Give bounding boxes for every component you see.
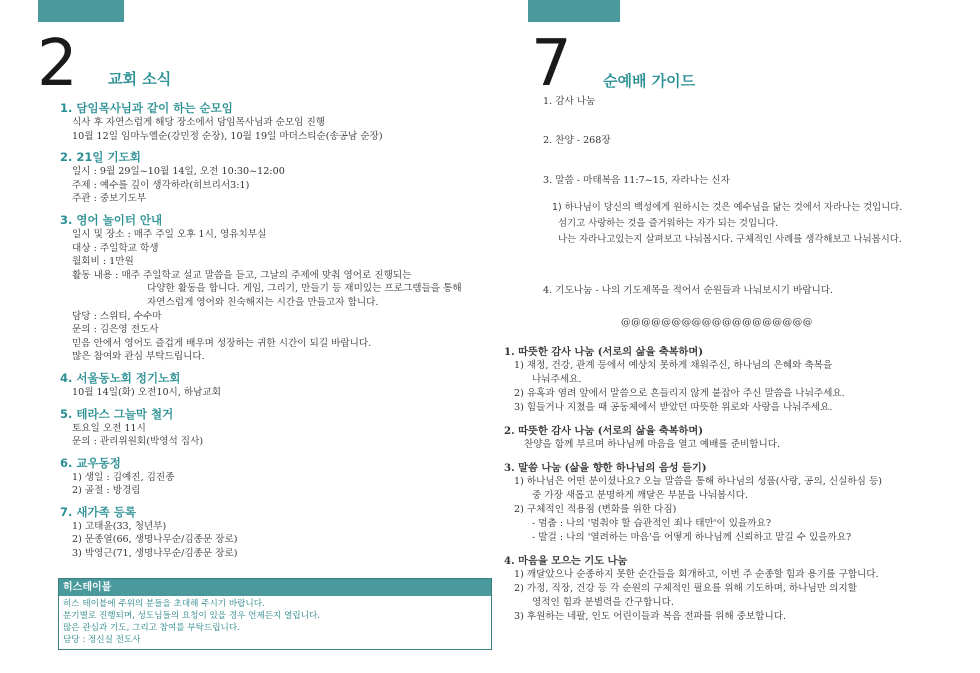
news-line: 일시 및 장소 : 매주 주일 오후 1시, 영유치부실: [72, 228, 267, 240]
news-line: 2) 골절 : 방경림: [72, 485, 141, 497]
worship-step-thanks: 1. 감사 나눔: [543, 96, 596, 107]
left-page-tab: [38, 0, 124, 22]
worship-guide-list: [504, 345, 944, 633]
guide-block-title: 2. 따뜻한 감사 나눔 (서로의 삶을 축복하며): [504, 425, 704, 437]
news-line: 대상 : 주일학교 학생: [72, 242, 159, 254]
guide-line: 영적인 힘과 분별력을 간구합니다.: [532, 597, 674, 608]
guide-line: 1) 하나님은 어떤 분이셨나요? 오늘 말씀을 통해 하나님의 성품(사랑, 공의, 신실하심 등): [514, 476, 882, 487]
guide-line: 1) 재정, 건강, 관계 등에서 예상치 못하게 채워주신, 하나님의 은혜와 축복을: [514, 360, 833, 371]
news-section-title: 7. 새가족 등록: [60, 504, 136, 519]
guide-block-title: 3. 말씀 나눔 (삶을 향한 하나님의 음성 듣기): [504, 462, 707, 474]
guide-line: 찬양을 함께 부르며 하나님께 마음을 열고 예배를 준비합니다.: [524, 439, 781, 450]
hesed-line: 히스 테이블에 주위의 분들을 초대해 주시기 바랍니다.: [63, 599, 265, 609]
word-guide-line: 1) 하나님이 당신의 백성에게 원하시는 것은 예수님을 닮는 것에서 자라나는 것입니다.: [552, 202, 903, 213]
news-line: 다양한 활동을 합니다. 게임, 그리기, 만들기 등 재미있는 프로그램들을 통해: [147, 283, 462, 295]
guide-line: 2) 유혹과 염려 앞에서 말씀으로 흔들리지 않게 붙잡아 주신 말씀을 나눠주세요.: [514, 388, 845, 399]
news-section-title: 5. 테라스 그늘막 철거: [60, 406, 174, 421]
guide-line: 3) 힘들거나 지쳤을 때 공동체에서 받았던 따뜻한 위로와 사랑을 나눠주세요.: [514, 402, 833, 413]
guide-line: 나눠주세요.: [532, 374, 582, 385]
hesed-table-title: 히스테이블: [59, 579, 491, 596]
news-section-title: 1. 담임목사님과 같이 하는 순모임: [60, 101, 233, 115]
hesed-line: 담당 : 정신실 전도사: [63, 635, 141, 645]
news-line: 토요일 오전 11시: [72, 422, 146, 434]
guide-line: - 멈춤 : 나의 '멈춰야 할 습관적인 죄나 태만'이 있을까요?: [532, 518, 771, 529]
right-page-tab: [528, 0, 620, 22]
news-section: [60, 406, 500, 449]
news-section: [60, 370, 500, 400]
worship-step-prayer: 4. 기도나눔 - 나의 기도제목을 적어서 순원들과 나눠보시기 바랍니다.: [543, 285, 834, 296]
worship-step-word: 3. 말씀 - 마태복음 11:7~15, 자라나는 신자: [543, 175, 730, 186]
news-line: 1) 고태윤(33, 청년부): [72, 520, 167, 532]
news-line: 주관 : 중보기도부: [72, 193, 147, 205]
news-line: 문의 : 김은영 전도사: [72, 324, 159, 336]
hesed-line: 많은 관심과 기도, 그리고 참여를 부탁드립니다.: [63, 623, 240, 633]
news-line: 3) 박영근(71, 생명나무순/김종문 장로): [72, 548, 238, 560]
news-line: 10월 14일(화) 오전10시, 하남교회: [72, 386, 221, 398]
news-line: 주제 : 예수를 깊이 생각하라(히브리서3:1): [72, 179, 250, 191]
hesed-table-body: [59, 596, 491, 649]
guide-line: 중 가장 새롭고 분명하게 깨달은 부분을 나눠봅시다.: [532, 490, 748, 501]
news-section-title: 3. 영어 놀이터 안내: [60, 212, 163, 227]
guide-line: 2) 가정, 직장, 건강 등 각 순원의 구체적인 필요를 위해 기도하며, 하나님만 의지할: [514, 583, 857, 594]
guide-block: [504, 424, 944, 452]
page-title: 순예배 가이드: [603, 72, 696, 90]
guide-block-title: 1. 따뜻한 감사 나눔 (서로의 삶을 축복하며): [504, 346, 704, 358]
news-line: 일시 : 9월 29일~10월 14일, 오전 10:30~12:00: [72, 166, 285, 178]
news-section-title: 6. 교우동정: [60, 455, 121, 470]
section-divider: @@@@@@@@@@@@@@@@@@@: [621, 317, 813, 328]
guide-block-title: 4. 마음을 모으는 기도 나눔: [504, 555, 628, 567]
news-line: 믿음 안에서 영어도 즐겁게 배우며 성장하는 귀한 시간이 되길 바랍니다.: [72, 337, 372, 349]
guide-line: - 발걸 : 나의 '열려하는 마음'을 어떻게 하나님께 신뢰하고 맡길 수 있을까요?: [532, 532, 852, 543]
church-news-list: [60, 100, 500, 567]
news-line: 많은 참여와 관심 부탁드립니다.: [72, 351, 205, 363]
hesed-table-box: [58, 578, 492, 650]
guide-block: [504, 345, 944, 415]
news-line: 담당 : 스위티, 수수마: [72, 310, 162, 322]
guide-line: 3) 후원하는 네팔, 인도 어린이들과 복음 전파를 위해 중보합니다.: [514, 611, 787, 622]
news-line: 활동 내용 : 매주 주일학교 설교 말씀을 듣고, 그날의 주제에 맞춰 영어로 진행되는: [72, 269, 412, 281]
guide-block: [504, 554, 944, 624]
news-section-title: 4. 서울동노회 정기노회: [60, 370, 181, 385]
guide-line: 2) 구체적인 적용점 (변화를 위한 다짐): [514, 504, 677, 515]
word-guide-line: 나는 자라나고있는지 살펴보고 나눠봅시다. 구체적인 사례를 생각해보고 나눠봅시다.: [558, 234, 902, 245]
word-guide-line: 섬기고 사랑하는 것을 즐거워하는 자가 되는 것입니다.: [558, 218, 779, 229]
hesed-line: 분기별로 진행되며, 성도님들의 요청이 있을 경우 언제든지 열립니다.: [63, 611, 321, 621]
news-section: [60, 212, 500, 364]
news-line: 식사 후 자연스럽게 해당 장소에서 담임목사님과 순모임 진행: [72, 117, 326, 128]
news-line: 월회비 : 1만원: [72, 256, 134, 268]
news-section: [60, 100, 500, 143]
news-section: [60, 455, 500, 498]
news-line: 1) 생일 : 김예진, 김진종: [72, 471, 175, 483]
news-line: 10월 12일 임마누엘순(강민정 순장), 10월 19일 마더스티순(송공남 순장): [72, 130, 383, 142]
page-number: 2: [37, 27, 78, 101]
guide-block: [504, 461, 944, 545]
news-line: 2) 문종열(66, 생명나무순/김종문 장로): [72, 534, 238, 546]
news-line: 자연스럽게 영어와 친숙해지는 시간을 만들고자 합니다.: [147, 296, 379, 308]
news-line: 문의 : 관리위원회(박영석 집사): [72, 436, 204, 448]
page-number: 7: [531, 27, 572, 101]
news-section: [60, 504, 500, 561]
news-section: [60, 149, 500, 206]
guide-line: 1) 깨달았으나 순종하지 못한 순간들을 회개하고, 이번 주 순종할 힘과 용기를 구합니다.: [514, 569, 879, 580]
worship-step-song: 2. 찬양 - 268장: [543, 135, 611, 146]
news-section-title: 2. 21일 기도회: [60, 150, 141, 165]
page-title: 교회 소식: [108, 70, 172, 88]
